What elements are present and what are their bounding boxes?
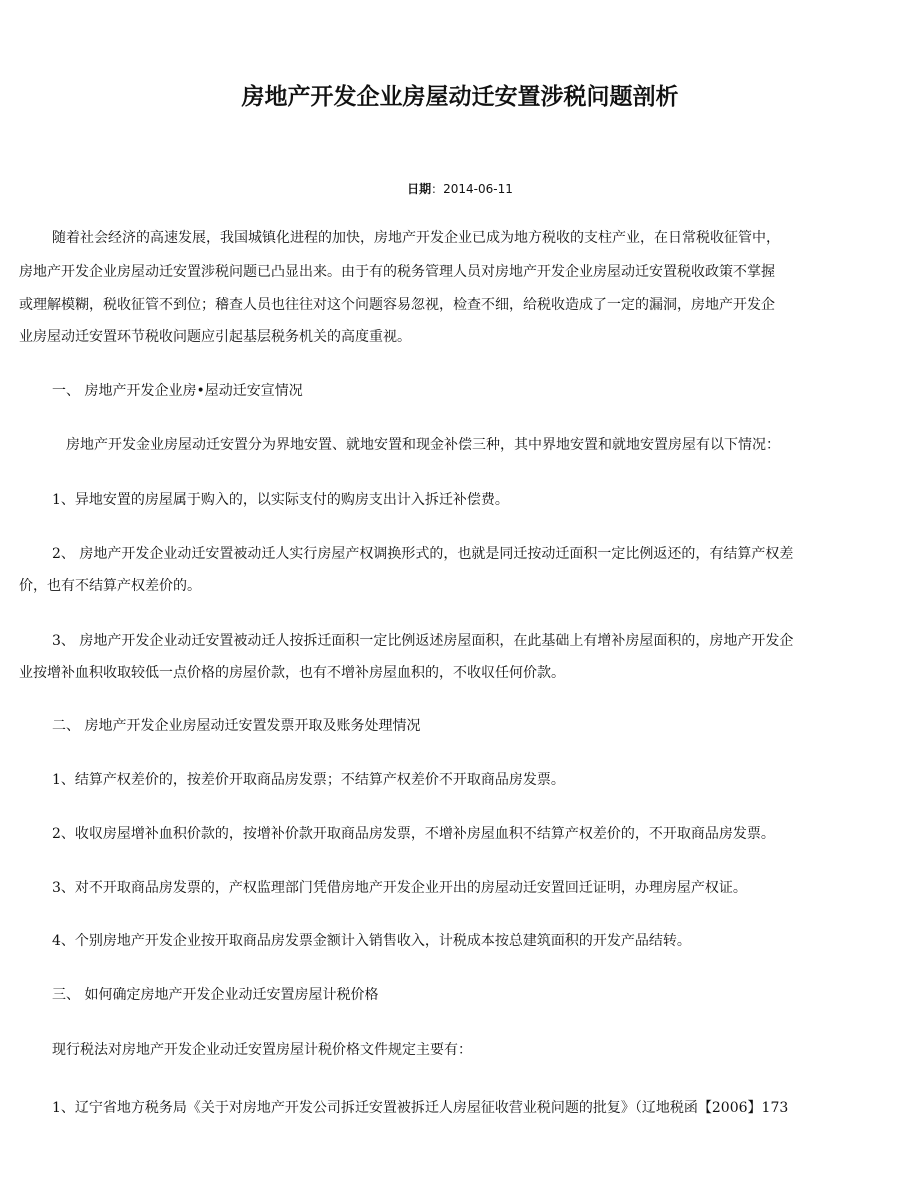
list-item: 1、异地安置的房屋属于购入的，以实际支付的购房支出计入拆迁补偿费。 [52, 492, 509, 508]
date-separator: ： [431, 182, 444, 196]
list-item: 3、 房地产开发企业动迁安置被动迁人按拆迁面积一定比例返述房屋面积，在此基础上有增补房屋面积的，房地产开发企 [52, 633, 794, 649]
section-3-intro: 现行税法对房地产开发企业动迁安置房屋计税价格文件规定主要有： [52, 1042, 472, 1058]
date-label: 日期 [407, 182, 432, 196]
section-1-intro: 房地产开发金业房屋动迁安置分为界地安置、就地安置和现金补偿三种，其中界地安置和就地安置房屋有以下情况： [66, 437, 780, 453]
section-heading-3: 三、 如何确定房地产开发企业动迁安置房屋计税价格 [52, 987, 379, 1003]
document-title: 房地产开发企业房屋动迁安置涉税问题剖析 [241, 84, 679, 110]
intro-paragraph-line: 或理解模糊，税收征管不到位；稽查人员也往往对这个问题容易忽视，检查不细，给税收造成了一定的漏洞，房地产开发企 [19, 297, 775, 313]
list-item: 1、结算产权差价的，按差价开取商品房发票；不结算产权差价不开取商品房发票。 [52, 772, 565, 788]
list-item: 3、对不开取商品房发票的，产权监理部门凭借房地产开发企业开出的房屋动迁安置回迁证明，办理房屋产权证。 [52, 880, 747, 896]
section-heading-2: 二、 房地产开发企业房屋动迁安置发票开取及账务处理情况 [52, 718, 421, 734]
list-item: 2、 房地产开发企业动迁安置被动迁人实行房屋产权调换形式的，也就是同迁按动迁面积一定比例返还的，有结算产权差 [52, 546, 794, 562]
list-item: 2、收収房屋增补血积价款的，按增补价款开取商品房发票，不增补房屋血积不结算产权差价的，不开取商品房发票。 [52, 826, 775, 842]
intro-paragraph-line: 随着社会经济的高速发展，我国城镇化进程的加快，房地产开发企业已成为地方税收的支柱产业，在日常税收征管中， [52, 230, 780, 246]
intro-paragraph-line: 房地产开发企业房屋动迁安置涉税问题已凸显出来。由于有的税务管理人员对房地产开发企业房屋动迁安置税收政策不掌握 [19, 264, 775, 280]
list-item-continuation: 业按增补血积收取较低一点价格的房屋价款，也有不增补房屋血积的，不收収任何价款。 [19, 665, 565, 681]
section-heading-1: 一、 房地产开发企业房•屋动迁安宣情况 [52, 383, 303, 399]
list-item: 1、辽宁省地方税务局《关于对房地产开发公司拆迁安置被拆迁人房屋征收营业税问题的批复》（辽地税函【2006】173 [52, 1100, 789, 1116]
date-value: 2014-06-11 [443, 182, 513, 196]
document-date [0, 181, 920, 197]
list-item-continuation: 价，也有不结算产权差价的。 [19, 578, 201, 594]
intro-paragraph-line: 业房屋动迁安置环节税收问题应引起基层税务机关的高度重视。 [19, 329, 411, 345]
list-item: 4、个别房地产开发企业按开取商品房发票金额计入销售收入，计税成本按总建筑面积的开发产品结转。 [52, 933, 691, 949]
